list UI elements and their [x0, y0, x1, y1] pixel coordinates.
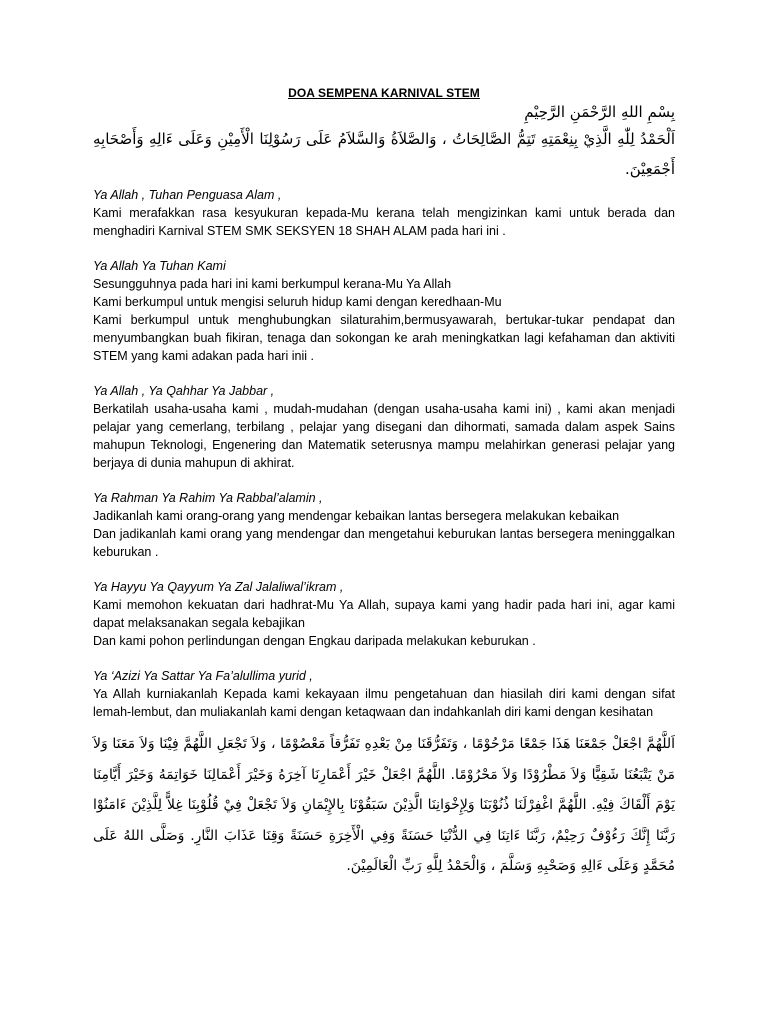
- prayer-section-2: [93, 257, 675, 365]
- section-line: Dan kami pohon perlindungan dengan Engkau daripada melakukan keburukan .: [93, 634, 536, 648]
- document-page: [93, 84, 675, 882]
- prayer-section-4: [93, 489, 675, 561]
- section-line: Kami memohon kekuatan dari hadhrat-Mu Ya Allah, supaya kami yang hadir pada hari ini, agar kami dapat melaksanakan segala kebajikan: [93, 598, 675, 630]
- section-line: Ya Allah kurniakanlah Kepada kami kekayaan ilmu pengetahuan dan hiasilah diri kami dengan sifat lemah-lembut, dan muliakanlah kami dengan ketaqwaan dan indahkanlah diri kami dengan kesihatan: [93, 687, 675, 719]
- section-line: Sesungguhnya pada hari ini kami berkumpul kerana-Mu Ya Allah: [93, 277, 452, 291]
- section-line: Kami berkumpul untuk mengisi seluruh hidup kami dengan keredhaan-Mu: [93, 295, 502, 309]
- prayer-section-3: [93, 382, 675, 472]
- prayer-section-5: [93, 578, 675, 650]
- section-line: Kami berkumpul untuk menghubungkan silaturahim,bermusyawarah, bertukar-tukar pendapat dan menyumbangkan buah fikiran, tenaga dan sokongan ke arah meningkatkan lagi kefahaman dan aktiviti STEM yang kami adakan pada hari inii .: [93, 313, 675, 363]
- arabic-opening-praise: اَلْحَمْدُ لِلّٰهِ الَّذِيْ بِنِعْمَتِهِ تَتِمُّ الصَّالِحَاتُ ، وَالصَّلاَةُ وَالسَّلاَمُ عَلَى رَسُوْلِنَا الْأَمِيْنِ وَعَلَى ءَالِهِ وَأَصْحَابِهِ أَجْمَعِيْنَ.: [93, 130, 675, 178]
- arabic-closing-prayer: اَللَّهُمَّ اجْعَلْ جَمْعَنَا هَذَا جَمْعًا مَرْحُوْمًا ، وَتَفَرُّقَنَا مِنْ بَعْدِهِ تَفَرُّقاً مَعْصُوْمًا ، وَلاَ تَجْعَلِ اللَّهُمَّ فِيْنَا وَلاَ مَعَنَا وَلاَ مَنْ يَتْبَعُنَا شَقِيًّا وَلاَ مَطْرُوْدًا وَلاَ مَحْرُوْمًا. اللَّهُمَّ اجْعَلْ خَيْرَ أَعْمَارِنَا آخِرَهُ وَخَيْرَ أَعْمَالِنَا خَوَاتِمَهُ وَخَيْرَ أَيَّامِنَا يَوْمَ أَلْقَاكَ فِيْهِ. اللَّهُمَّ اغْفِرْلَنَا ذُنُوْبَنَا وَلِإِخْوَانِنَا الَّذِيْنَ سَبَقُوْنَا بِالإِيْمَانِ وَلاَ تَجْعَلْ فِيْ قُلُوْبِنَا غِلاًّ لِلَّذِيْنَ ءَامَنُوْا رَبَّنَا إِنَّكَ رَءُوْفٌ رَحِيْمٌ، رَبَّنَا ءَاتِنَا فِي الدُّنْيَا حَسَنَةً وَفِي الْأَخِرَةِ حَسَنَةً وَقِنَا عَذَابَ النَّارِ. وَصَلَّى اللهُ عَلَى مُحَمَّدٍ وَعَلَى ءَالِهِ وَصَحْبِهِ وَسَلَّمَ ، وَالْحَمْدُ لِلَّهِ رَبِّ الْعَالَمِيْنَ.: [93, 736, 675, 874]
- section-line: Jadikanlah kami orang-orang yang mendengar kebaikan lantas bersegera melakukan kebaikan: [93, 509, 620, 523]
- prayer-section-6: [93, 667, 675, 721]
- section-heading: Ya Hayyu Ya Qayyum Ya Zal Jalaliwal’ikram ,: [93, 580, 344, 594]
- section-heading: Ya Allah Ya Tuhan Kami: [93, 259, 226, 273]
- section-heading: Ya Allah , Ya Qahhar Ya Jabbar ,: [93, 384, 275, 398]
- section-heading: Ya Rahman Ya Rahim Ya Rabbal’alamin ,: [93, 491, 323, 505]
- document-title: DOA SEMPENA KARNIVAL STEM: [288, 86, 480, 100]
- section-line: Berkatilah usaha-usaha kami , mudah-mudahan (dengan usaha-usaha kami ini) , kami akan menjadi pelajar yang cemerlang, terbilang , pelajar yang disegani dan dihormati, samada dalam aspek Sains mahupun Teknologi, Engenering dan Matematik seterusnya mampu melahirkan generasi pelajar yang berjaya di dunia mahupun di akhirat.: [93, 402, 675, 470]
- section-line: Dan jadikanlah kami orang yang mendengar dan mengetahui keburukan lantas bersegera meninggalkan keburukan .: [93, 527, 675, 559]
- section-heading: Ya ‘Azizi Ya Sattar Ya Fa’alullima yurid ,: [93, 669, 313, 683]
- basmalah: بِسْمِ اللهِ الرَّحْمَنِ الرَّحِيْمِ: [524, 103, 675, 121]
- section-heading: Ya Allah , Tuhan Penguasa Alam ,: [93, 188, 282, 202]
- section-line: Kami merafakkan rasa kesyukuran kepada-Mu kerana telah mengizinkan kami untuk berada dan menghadiri Karnival STEM SMK SEKSYEN 18 SHAH ALAM pada hari ini .: [93, 206, 675, 238]
- prayer-section-1: [93, 186, 675, 240]
